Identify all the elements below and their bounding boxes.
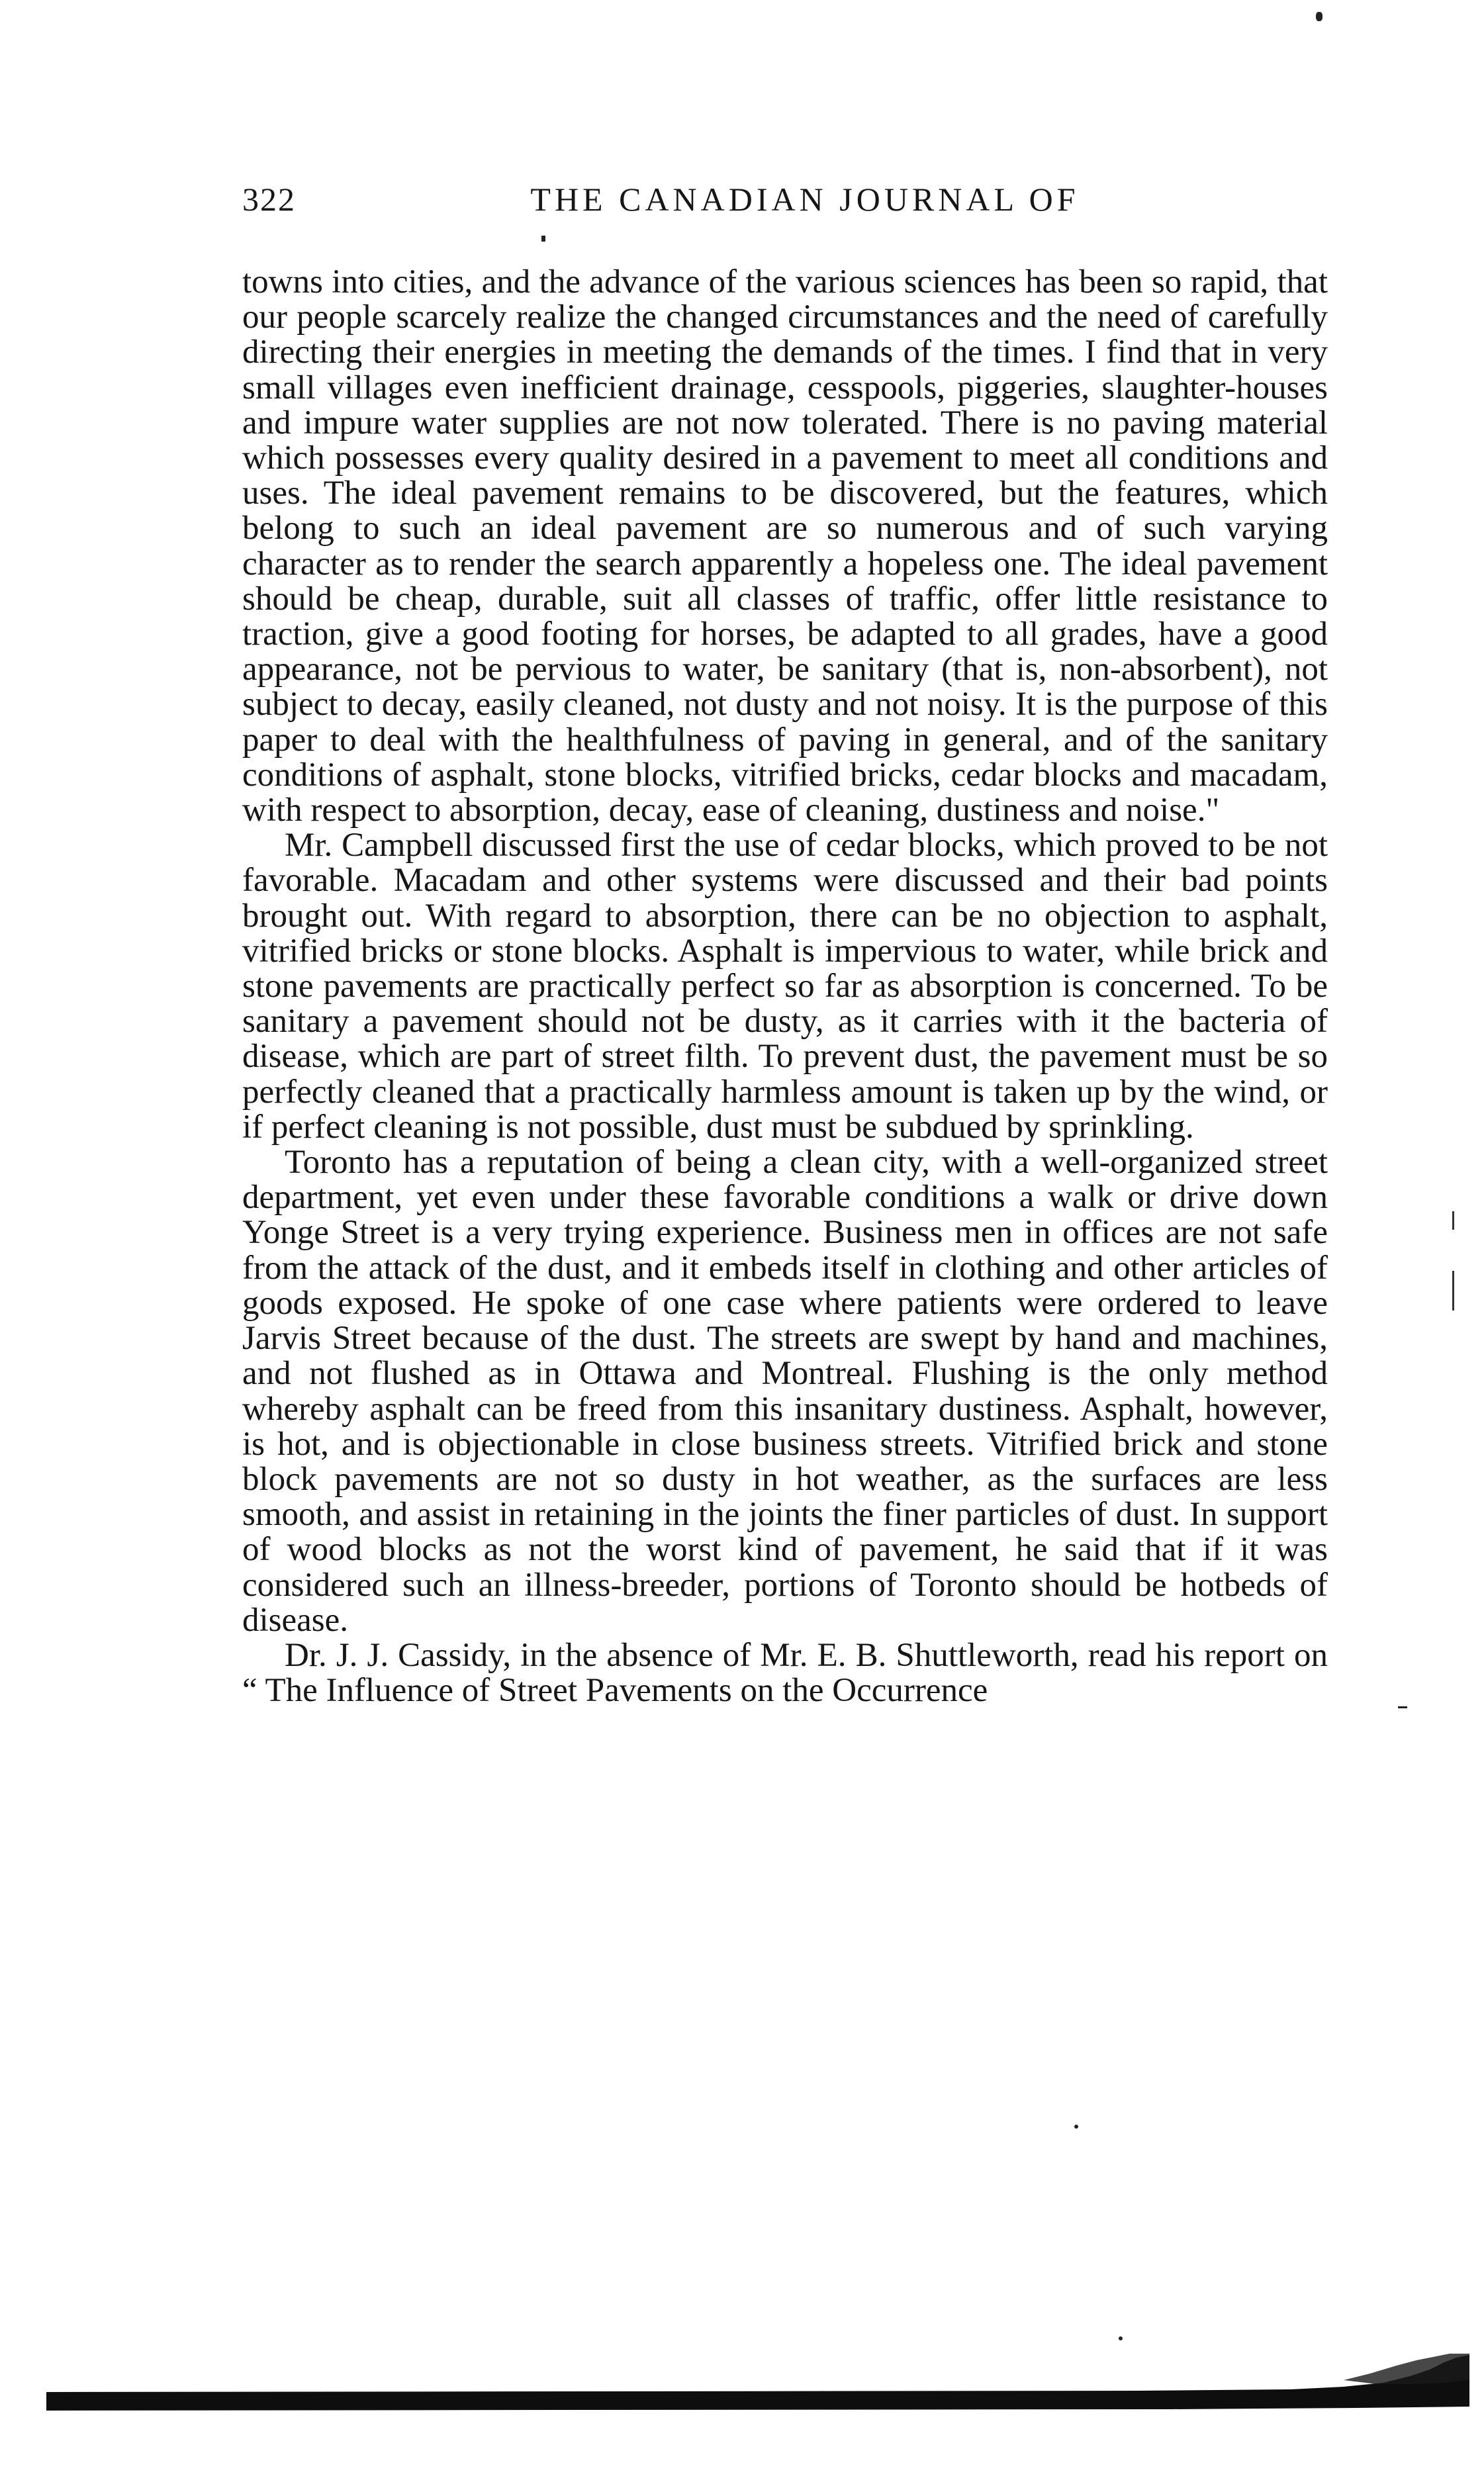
margin-tick-upper: [1452, 1211, 1454, 1230]
page-header: [242, 180, 1328, 233]
paragraph-cassidy: Dr. J. J. Cassidy, in the absence of Mr. E. B. Shuttleworth, read his report on “ The Influence of Street Pavements on the Occurrence: [242, 1636, 1328, 1710]
body-text: [242, 265, 1328, 1708]
ink-speck-header: [541, 236, 545, 242]
margin-tick-lower: [1452, 1271, 1454, 1311]
ink-speck: [1074, 2125, 1078, 2129]
paragraph-toronto: Toronto has a reputation of being a clean city, with a well-organized street department, yet even under these favorable conditions a walk or drive down Yonge Street is a very trying experience. Business men in offices are not safe from the attack of the dust, and it embeds itself in clothing and other articles of goods exposed. He spoke of one case where patients were ordered to leave Jarvis Street because of the dust. The streets are swept by hand and machines, and not flushed as in Ottawa and Montreal. Flushing is the only method whereby asphalt can be freed from this insanitary dustiness. Asphalt, however, is hot, and is objectionable in close business streets. Vitrified brick and stone block pavements are not so dusty in hot weather, as the surfaces are less smooth, and assist in retaining in the joints the finer particles of dust. In support of wood blocks as not the worst kind of pavement, he said that if it was considered such an illness-breeder, portions of Toronto should be hotbeds of disease.: [242, 1144, 1328, 1639]
ink-speck-top: [1316, 12, 1322, 21]
paragraph-continued-quote: towns into cities, and the advance of the various sciences has been so rapid, that our people scarcely realize the changed circumstances and the need of carefully directing their energies in meeting the demands of the times. I find that in very small villages even inefficient drainage, cesspools, piggeries, slaughter-houses and impure water supplies are not now tolerated. There is no paving material which possesses every quality desired in a pavement to meet all conditions and uses. The ideal pavement remains to be discovered, but the features, which belong to such an ideal pavement are so numerous and of such varying character as to render the search apparently a hopeless one. The ideal pavement should be cheap, durable, suit all classes of traffic, offer little resistance to traction, give a good footing for horses, be adapted to all grades, have a good appearance, not be pervious to water, be sanitary (that is, non-absorbent), not subject to decay, easily cleaned, not dusty and not noisy. It is the purpose of this paper to deal with the healthfulness of paving in general, and of the sanitary conditions of asphalt, stone blocks, vitrified bricks, cedar blocks and macadam, with respect to absorption, decay, ease of cleaning, dustiness and noise.": [242, 263, 1328, 829]
running-head: THE CANADIAN JOURNAL OF: [530, 181, 1080, 218]
scan-edge-rule: [46, 2354, 1476, 2426]
paragraph-campbell: Mr. Campbell discussed first the use of cedar blocks, which proved to be not favorable. Macadam and other systems were discussed and their bad points brought out. With regard to absorption, there can be no objection to asphalt, vitrified bricks or stone blocks. Asphalt is impervious to water, while brick and stone pavements are practically perfect so far as absorption is concerned. To be sanitary a pavement should not be dusty, as it carries with it the bacteria of disease, which are part of street filth. To prevent dust, the pavement must be so perfectly cleaned that a practically harmless amount is taken up by the wind, or if perfect cleaning is not possible, dust must be subdued by sprinkling.: [242, 827, 1328, 1146]
page-number: 322: [242, 181, 296, 218]
margin-dash: [1398, 1706, 1407, 1708]
ink-speck: [1119, 2336, 1123, 2340]
